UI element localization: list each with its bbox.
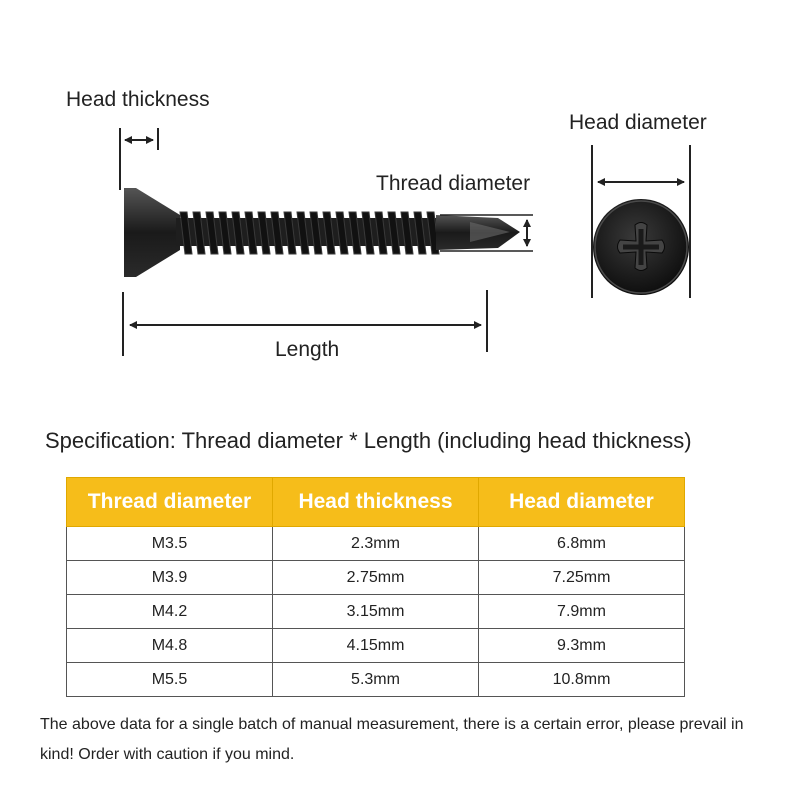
cell-thread-diameter: M3.5 xyxy=(67,527,273,561)
cell-thread-diameter: M3.9 xyxy=(67,561,273,595)
cell-head-diameter: 10.8mm xyxy=(479,663,685,697)
screw-side-view xyxy=(124,188,520,277)
cell-head-thickness: 2.3mm xyxy=(273,527,479,561)
header-thread-diameter: Thread diameter xyxy=(67,478,273,527)
table-row xyxy=(67,629,685,663)
table-header-row xyxy=(67,478,685,527)
cell-head-diameter: 7.25mm xyxy=(479,561,685,595)
table-row xyxy=(67,663,685,697)
table-row xyxy=(67,561,685,595)
cell-thread-diameter: M4.2 xyxy=(67,595,273,629)
cell-head-thickness: 4.15mm xyxy=(273,629,479,663)
disclaimer-note: The above data for a single batch of manual measurement, there is a certain error, please prevail in kind! Order with caution if you mind. xyxy=(40,716,744,763)
specification-table xyxy=(66,477,685,697)
cell-thread-diameter: M5.5 xyxy=(67,663,273,697)
length-label: Length xyxy=(275,338,340,361)
cell-head-diameter: 6.8mm xyxy=(479,527,685,561)
cell-head-thickness: 5.3mm xyxy=(273,663,479,697)
table-row xyxy=(67,527,685,561)
cell-head-thickness: 2.75mm xyxy=(273,561,479,595)
head-thickness-dimension xyxy=(120,128,158,190)
cell-head-thickness: 3.15mm xyxy=(273,595,479,629)
head-thickness-label: Head thickness xyxy=(66,88,210,111)
head-diameter-label: Head diameter xyxy=(569,111,707,134)
specification-title: Specification: Thread diameter * Length (including head thickness) xyxy=(45,428,692,453)
cell-head-diameter: 7.9mm xyxy=(479,595,685,629)
table-row xyxy=(67,595,685,629)
header-head-diameter: Head diameter xyxy=(479,478,685,527)
screw-head-top-view xyxy=(592,145,690,298)
header-head-thickness: Head thickness xyxy=(273,478,479,527)
thread-diameter-label: Thread diameter xyxy=(376,172,531,195)
cell-head-diameter: 9.3mm xyxy=(479,629,685,663)
cell-thread-diameter: M4.8 xyxy=(67,629,273,663)
